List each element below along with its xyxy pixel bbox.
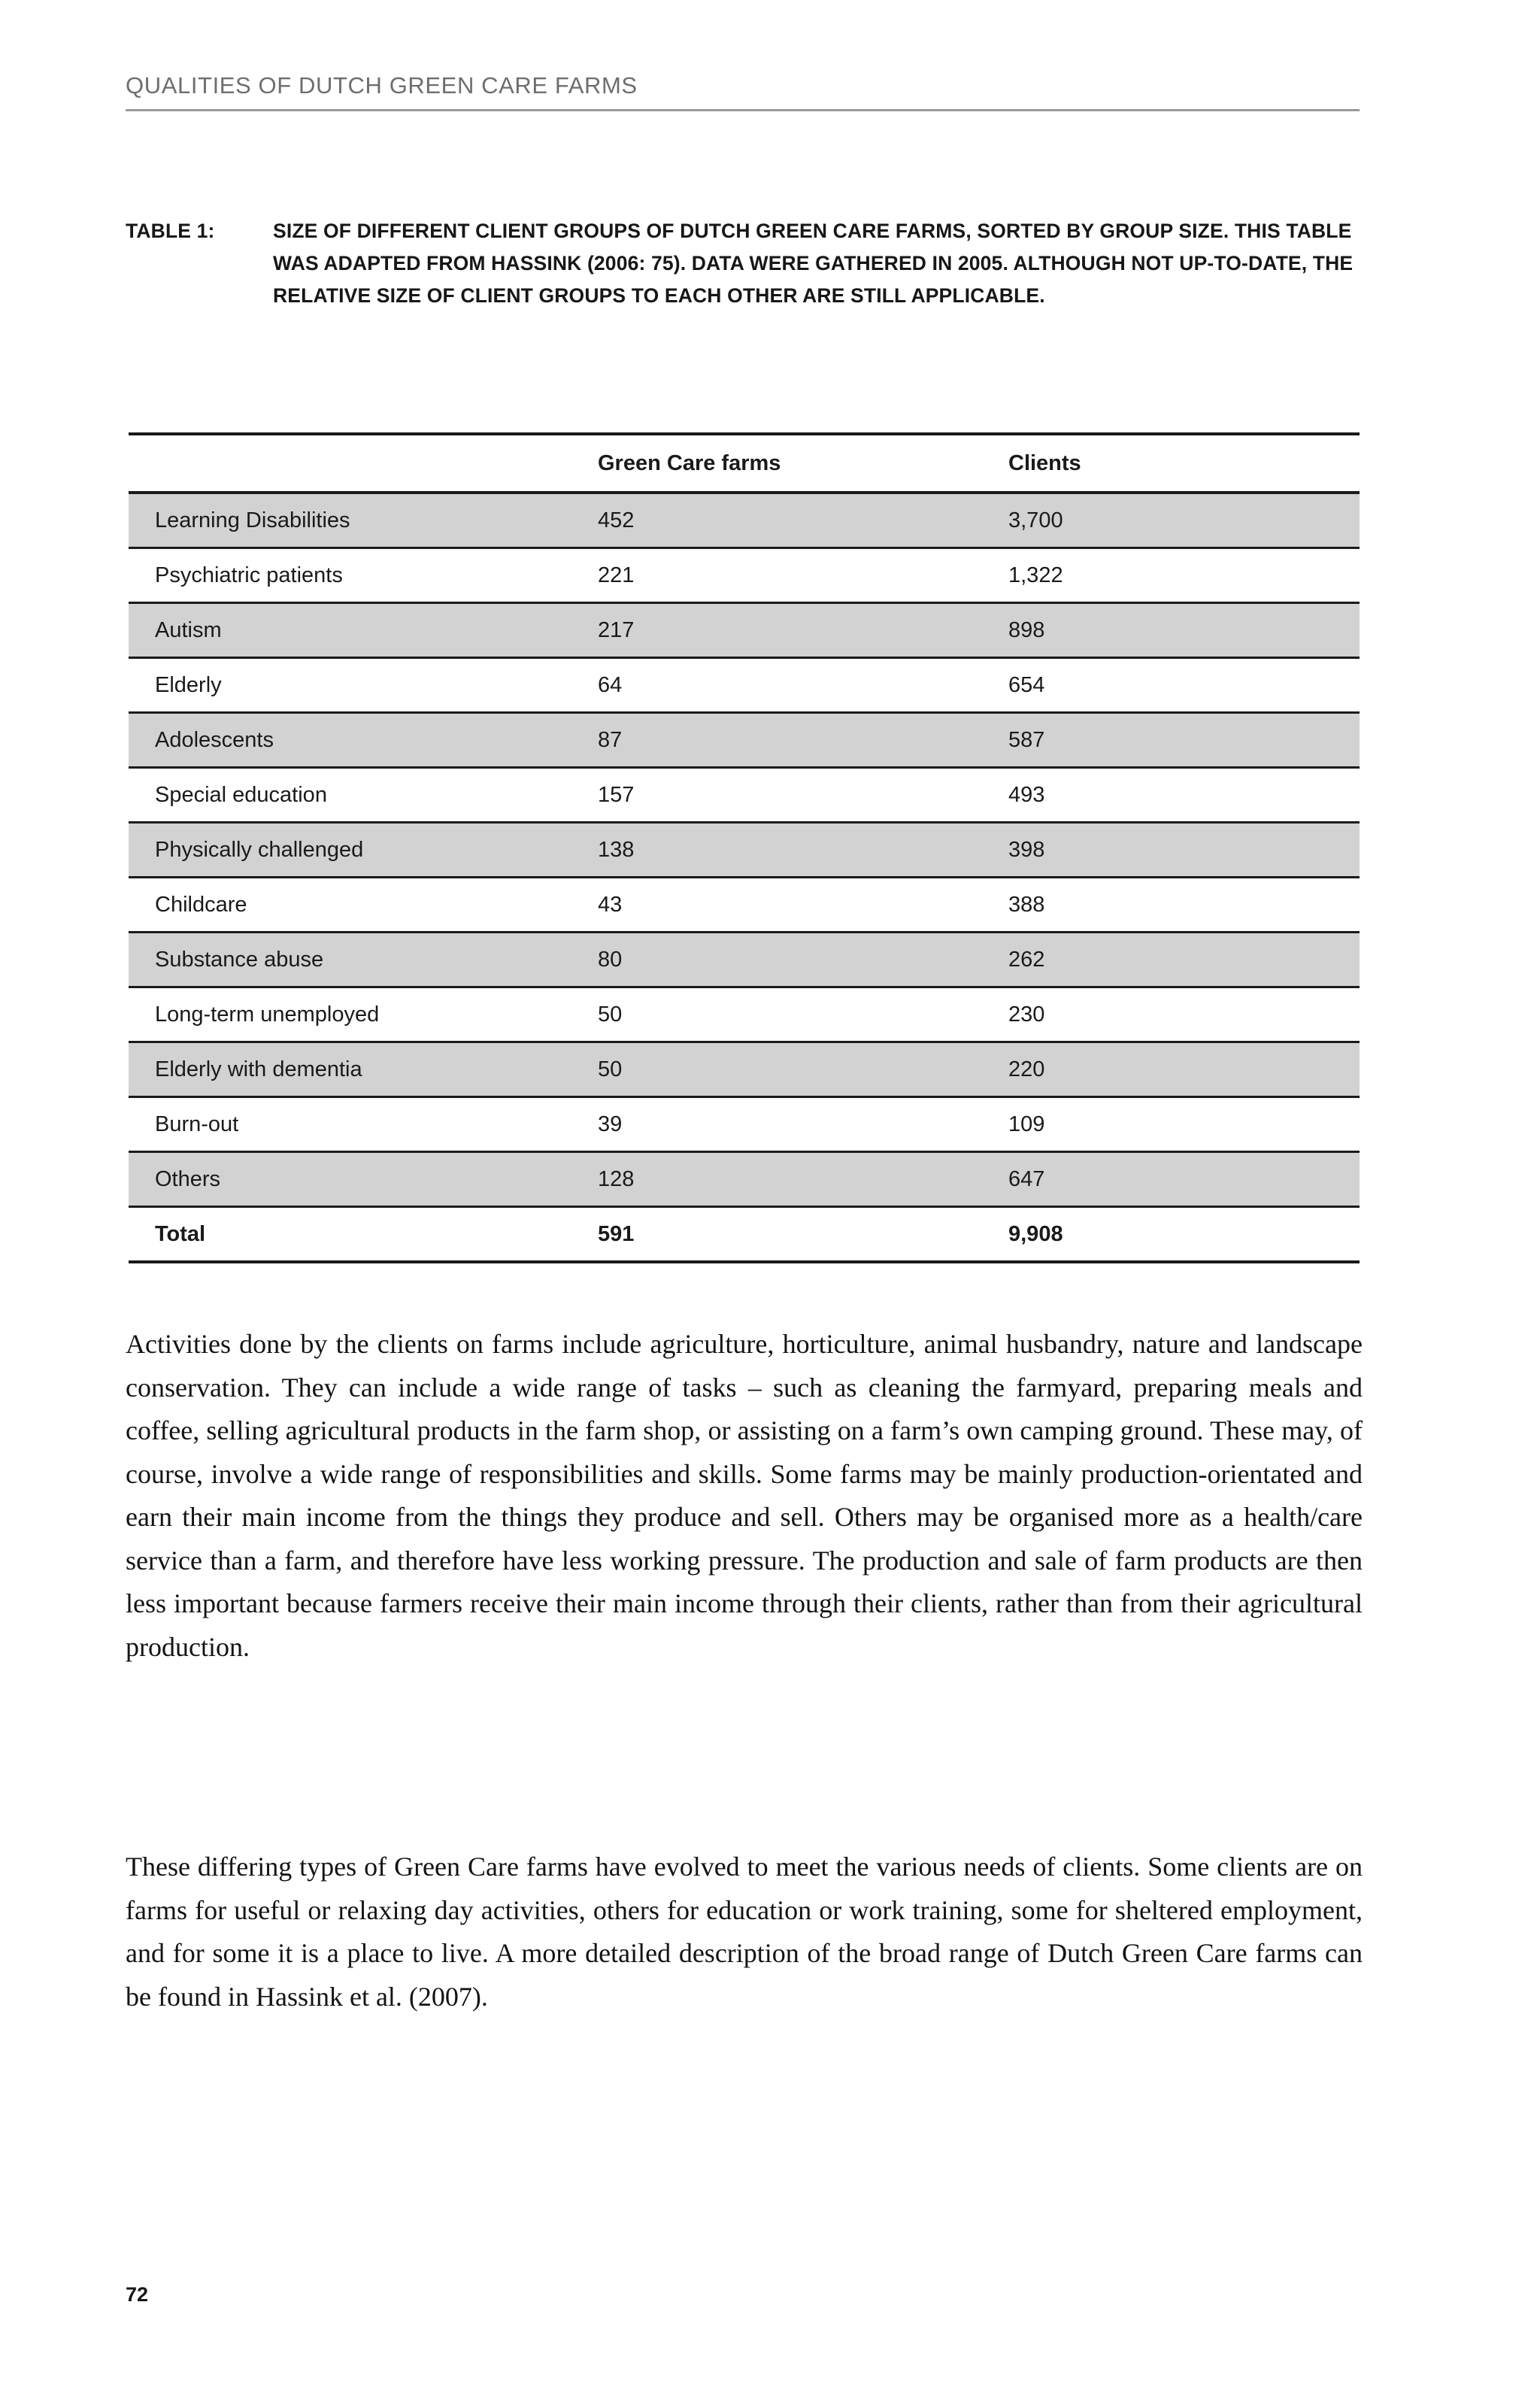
cell-group: Special education — [155, 783, 327, 807]
table-row — [129, 823, 1360, 878]
cell-clients: 3,700 — [1008, 508, 1063, 532]
running-head-text: QUALITIES OF DUTCH GREEN CARE FARMS — [126, 72, 638, 99]
table-caption — [126, 215, 1363, 312]
cell-group: Autism — [155, 618, 222, 642]
running-head — [126, 74, 1360, 111]
table-row — [129, 878, 1360, 933]
cell-group: Learning Disabilities — [155, 508, 350, 532]
cell-clients: 493 — [1008, 783, 1045, 807]
cell-farms: 39 — [598, 1112, 623, 1136]
table-row — [129, 1097, 1360, 1152]
body-paragraph: These differing types of Green Care farms have evolved to meet the various needs of clients. Some clients are on farms for useful or relaxing day activities, others for education or work training, some for sheltered employment, and for some it is a place to live. A more detailed description of the broad range of Dutch Green Care farms can be found in Hassink et al. (2007). — [126, 1852, 1363, 2012]
page-number: 72 — [126, 2283, 149, 2306]
table-body — [129, 493, 1360, 1262]
body-paragraph: Activities done by the clients on farms include agriculture, horticulture, animal husbandry, nature and landscape conservation. They can include a wide range of tasks – such as cleaning the farmyard, preparing meals and coffee, selling agricultural products in the farm shop, or assisting on a farm’s own camping ground. These may, of course, involve a wide range of responsibilities and skills. Some farms may be mainly production-orientated and earn their main income from the things they produce and sell. Others may be organised more as a health/care service than a farm, and therefore have less working pressure. The production and sale of farm products are then less important because farmers receive their main income through their clients, rather than from their agricultural production. — [126, 1329, 1363, 1662]
cell-farms: 80 — [598, 948, 623, 972]
cell-clients: 388 — [1008, 893, 1045, 917]
cell-group: Long-term unemployed — [155, 1002, 380, 1027]
table-container — [129, 432, 1360, 1263]
cell-clients: 647 — [1008, 1167, 1045, 1191]
table-row — [129, 1152, 1360, 1207]
cell-clients: 230 — [1008, 1002, 1045, 1027]
column-header-group — [129, 434, 571, 493]
client-groups-table — [129, 432, 1360, 1263]
cell-group: Others — [155, 1167, 221, 1191]
table-row — [129, 493, 1360, 548]
table-row — [129, 548, 1360, 603]
cell-group: Elderly — [155, 673, 222, 697]
cell-total-farms: 591 — [598, 1222, 635, 1246]
cell-farms: 43 — [598, 893, 623, 917]
cell-clients: 109 — [1008, 1112, 1045, 1136]
cell-clients: 654 — [1008, 673, 1045, 697]
cell-farms: 64 — [598, 673, 623, 697]
cell-farms: 50 — [598, 1057, 623, 1081]
cell-farms: 217 — [598, 618, 635, 642]
table-row — [129, 658, 1360, 713]
table-row — [129, 933, 1360, 987]
cell-clients: 1,322 — [1008, 563, 1063, 587]
cell-group: Physically challenged — [155, 838, 364, 862]
table-row — [129, 987, 1360, 1042]
cell-clients: 262 — [1008, 948, 1045, 972]
cell-group: Burn-out — [155, 1112, 239, 1136]
table-row — [129, 768, 1360, 823]
cell-group: Psychiatric patients — [155, 563, 343, 587]
table-total-row — [129, 1207, 1360, 1263]
cell-group: Adolescents — [155, 728, 274, 752]
table-row — [129, 713, 1360, 768]
cell-total-clients: 9,908 — [1008, 1222, 1063, 1246]
cell-group: Childcare — [155, 893, 247, 917]
cell-farms: 138 — [598, 838, 635, 862]
cell-farms: 128 — [598, 1167, 635, 1191]
table-header-row — [129, 434, 1360, 493]
table-row — [129, 603, 1360, 658]
cell-total-label: Total — [155, 1222, 206, 1246]
cell-clients: 898 — [1008, 618, 1045, 642]
cell-group: Substance abuse — [155, 948, 324, 972]
cell-clients: 587 — [1008, 728, 1045, 752]
column-header-clients: Clients — [982, 434, 1360, 493]
table-caption-text: SIZE OF DIFFERENT CLIENT GROUPS OF DUTCH GREEN CARE FARMS, SORTED BY GROUP SIZE. THIS TABLE WAS ADAPTED FROM HASSINK (2006: 75). DATA WERE GATHERED IN 2005. ALTHOUGH NOT UP-TO-DATE, THE RELATIVE SIZE OF CLIENT GROUPS TO EACH OTHER ARE STILL APPLICABLE. — [273, 220, 1354, 307]
cell-farms: 50 — [598, 1002, 623, 1027]
cell-farms: 87 — [598, 728, 623, 752]
cell-farms: 221 — [598, 563, 635, 587]
cell-farms: 157 — [598, 783, 635, 807]
table-head — [129, 434, 1360, 493]
running-head-rule — [126, 109, 1360, 111]
cell-clients: 220 — [1008, 1057, 1045, 1081]
cell-clients: 398 — [1008, 838, 1045, 862]
table-caption-label: TABLE 1: — [126, 220, 215, 242]
column-header-farms: Green Care farms — [571, 434, 982, 493]
cell-farms: 452 — [598, 508, 635, 532]
table-row — [129, 1042, 1360, 1097]
cell-group: Elderly with dementia — [155, 1057, 362, 1081]
